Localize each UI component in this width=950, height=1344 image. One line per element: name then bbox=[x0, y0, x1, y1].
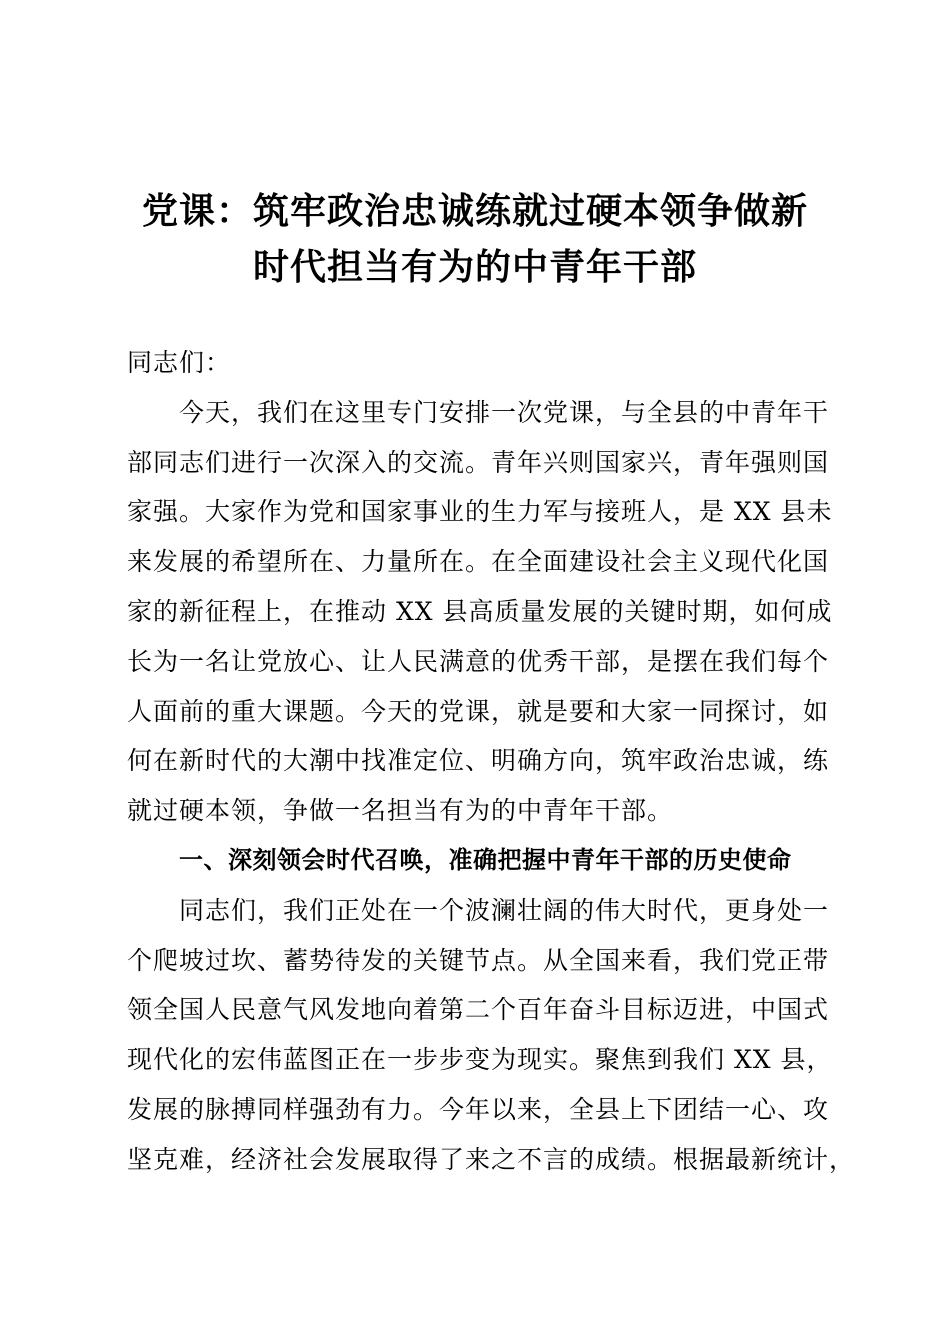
paragraph-line: 今天，我们在这里专门安排一次党课，与全县的中青年干 bbox=[179, 397, 830, 427]
paragraph-line: 家的新征程上，在推动 XX 县高质量发展的关键时期，如何成 bbox=[127, 596, 833, 626]
paragraph-line: 家强。大家作为党和国家事业的生力军与接班人，是 XX 县未 bbox=[127, 497, 833, 527]
paragraph-line: 人面前的重大课题。今天的党课，就是要和大家一同探讨，如 bbox=[127, 696, 830, 726]
paragraph-line: 何在新时代的大潮中找准定位、明确方向，筑牢政治忠诚，练 bbox=[127, 746, 830, 776]
paragraph-line: 现代化的宏伟蓝图正在一步步变为现实。聚焦到我们 XX 县， bbox=[127, 1045, 833, 1075]
document-title-line-2: 时代担当有为的中青年干部 bbox=[252, 247, 697, 288]
paragraph-line: 领全国人民意气风发地向着第二个百年奋斗目标迈进，中国式 bbox=[127, 995, 830, 1025]
paragraph-line: 就过硬本领，争做一名担当有为的中青年干部。 bbox=[127, 796, 674, 826]
section-heading: 一、深刻领会时代召唤，准确把握中青年干部的历史使命 bbox=[179, 845, 792, 874]
document-body bbox=[127, 338, 856, 1185]
paragraph-line: 来发展的希望所在、力量所在。在全面建设社会主义现代化国 bbox=[127, 547, 830, 577]
paragraph-line: 部同志们进行一次深入的交流。青年兴则国家兴，青年强则国 bbox=[127, 447, 830, 477]
paragraph-line: 个爬坡过坎、蓄势待发的关键节点。从全国来看，我们党正带 bbox=[127, 945, 830, 975]
paragraph-line: 发展的脉搏同样强劲有力。今年以来，全县上下团结一心、攻 bbox=[127, 1094, 830, 1124]
paragraph-line: 坚克难，经济社会发展取得了来之不言的成绩。根据最新统计， bbox=[127, 1144, 856, 1174]
paragraph-line: 长为一名让党放心、让人民满意的优秀干部，是摆在我们每个 bbox=[127, 646, 830, 676]
paragraph-line: 同志们，我们正处在一个波澜壮阔的伟大时代，更身处一 bbox=[179, 895, 830, 925]
document-title-line-1: 党课：筑牢政治忠诚练就过硬本领争做新 bbox=[141, 191, 808, 232]
salutation: 同志们： bbox=[127, 348, 232, 377]
